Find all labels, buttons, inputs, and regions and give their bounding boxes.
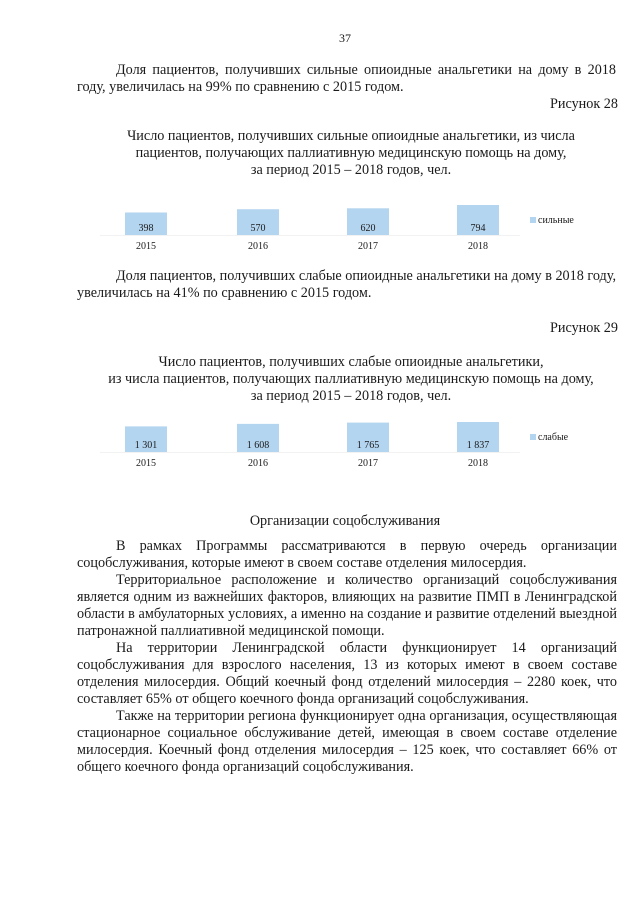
chart-category-label: 2015 <box>136 241 156 252</box>
chart-category-label: 2017 <box>358 458 378 469</box>
chart-weak-svg <box>100 412 620 474</box>
chart-data-label: 1 301 <box>134 440 158 451</box>
figure-29-title <box>77 354 625 405</box>
chart-data-label: 570 <box>250 223 266 234</box>
figure-28-title-line: Число пациентов, получивших сильные опиоидные анальгетики, из числа <box>127 128 575 144</box>
figure-29-title-line: из числа пациентов, получающих паллиативную медицинскую помощь на дому, <box>108 371 594 387</box>
chart-data-label: 398 <box>138 223 154 234</box>
paragraph: На территории Ленинградской области функционирует 14 организаций соцобслуживания для взрослого населения, 13 из которых имеют в своем составе отделения милосердия. Общий коечный фонд отделений милосердия – 2280 коек, что составляет 65% от общего коечного фонда организаций соцобслуживания. <box>77 640 617 707</box>
chart-data-label: 620 <box>360 223 376 234</box>
page-number: 37 <box>339 31 351 45</box>
figure-29-title-line: за период 2015 – 2018 годов, чел. <box>250 388 452 404</box>
figure-28-title-line: пациентов, получающих паллиативную медицинскую помощь на дому, <box>135 145 567 161</box>
paragraph: В рамках Программы рассматриваются в первую очередь организации соцобслуживания, которые имеют в своем составе отделения милосердия. <box>77 538 617 571</box>
chart-legend-swatch <box>530 217 536 223</box>
chart-strong-opioids <box>100 195 620 257</box>
intro-strong-text: Доля пациентов, получивших сильные опиоидные анальгетики на дому в 2018 году, увеличилась на 99% по сравнению с 2015 годом. <box>77 62 616 95</box>
chart-weak-opioids <box>100 412 620 474</box>
chart-category-label: 2017 <box>358 241 378 252</box>
chart-category-label: 2018 <box>468 458 488 469</box>
chart-category-label: 2015 <box>136 458 156 469</box>
paragraph: Также на территории региона функционирует одна организация, осуществляющая стационарное социальное обслуживание детей, имеющая в своем составе отделение милосердия. Коечный фонд отделения милосердия – 125 коек, что составляет 66% от общего коечного фонда организаций соцобслуживания. <box>77 708 617 775</box>
chart-data-label: 794 <box>470 223 486 234</box>
section-title: Организации соцобслуживания <box>249 513 441 529</box>
figure-28-label: Рисунок 28 <box>549 96 618 112</box>
chart-legend-label: слабые <box>538 432 569 443</box>
chart-data-label: 1 608 <box>246 440 270 451</box>
chart-data-label: 1 765 <box>356 440 380 451</box>
body-text <box>77 538 617 776</box>
figure-28-title <box>77 128 625 179</box>
figure-29-title-line: Число пациентов, получивших слабые опиоидные анальгетики, <box>158 354 544 370</box>
chart-category-label: 2018 <box>468 241 488 252</box>
intro-weak-text: Доля пациентов, получивших слабые опиоидные анальгетики на дому в 2018 году, увеличилась на 41% по сравнению с 2015 годом. <box>77 268 616 301</box>
chart-legend-label: сильные <box>538 215 574 226</box>
paragraph: Территориальное расположение и количество организаций соцобслуживания является одним из важнейших факторов, влияющих на развитие ПМП в Ленинградской области в амбулаторных условиях, а именно на создание и развитие отделений выездной патронажной паллиативной медицинской помощи. <box>77 572 617 639</box>
figure-29-label: Рисунок 29 <box>549 320 618 336</box>
chart-category-label: 2016 <box>248 458 268 469</box>
chart-category-label: 2016 <box>248 241 268 252</box>
figure-28-title-line: за период 2015 – 2018 годов, чел. <box>250 162 452 178</box>
chart-data-label: 1 837 <box>466 440 490 451</box>
chart-legend-swatch <box>530 434 536 440</box>
chart-strong-svg <box>100 195 620 257</box>
